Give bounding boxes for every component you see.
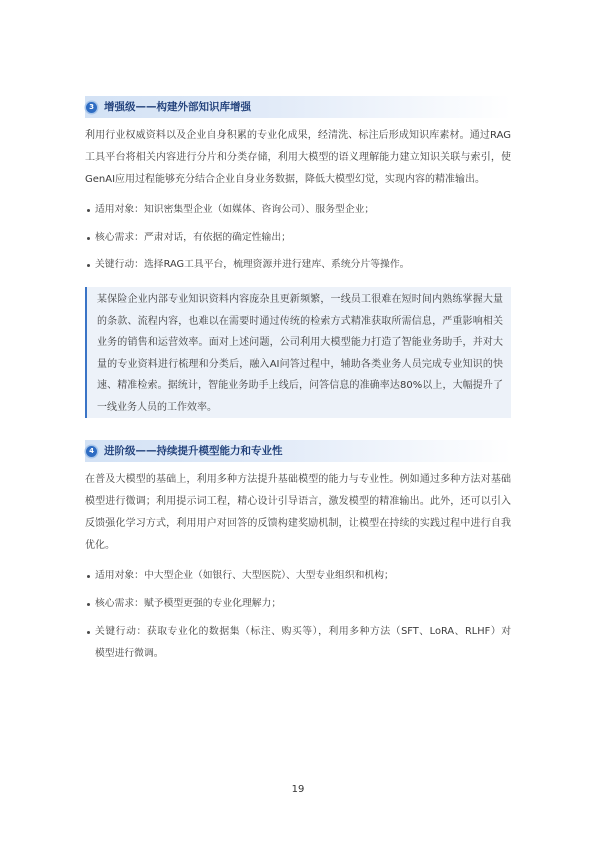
bullet-icon [87, 209, 90, 212]
section-number-badge: 4 [86, 446, 97, 457]
bullet-text: 核心需求：严肃对话，有依据的确定性输出； [95, 232, 291, 243]
paragraph-line: 在普及大模型的基础上，利用多种方法提升基础模型的能力与专业性。例如通过多种方法对基础 [85, 474, 511, 485]
bullet-item [85, 227, 511, 249]
bullet-item [85, 254, 511, 276]
bullet-icon [87, 575, 90, 578]
bullet-item [85, 593, 511, 615]
bullet-icon [87, 603, 90, 606]
bullet-icon [87, 237, 90, 240]
section-title: 进阶级——持续提升模型能力和专业性 [104, 445, 283, 457]
section-number-badge: 3 [86, 102, 97, 113]
paragraph-line: 优化。 [85, 540, 115, 551]
case-line: 业务的销售和运营效率。面对上述问题，公司利用大模型能力打造了智能业务助手，并对大 [97, 337, 503, 349]
paragraph-line: GenAI应用过程能够充分结合企业自身业务数据，降低大模型幻觉，实现内容的精准输出。 [85, 174, 486, 185]
bullet-text: 核心需求：赋予模型更强的专业化理解力； [95, 598, 282, 609]
paragraph-line: 工具平台将相关内容进行分片和分类存储，利用大模型的语义理解能力建立知识关联与索引，使 [85, 152, 511, 163]
bullet-text: 模型进行微调。 [95, 648, 164, 659]
section-header [85, 96, 511, 118]
bullet-item [85, 199, 511, 221]
case-line: 某保险企业内部专业知识资料内容庞杂且更新频繁，一线员工很难在短时间内熟练掌握大量 [97, 294, 503, 305]
bullet-icon [87, 264, 90, 267]
paragraph-line: 模型进行微调；利用提示词工程，精心设计引导语言，激发模型的精准输出。此外，还可以引入 [85, 496, 511, 507]
bullet-item [85, 621, 511, 665]
bullet-item [85, 565, 511, 587]
bullet-text: 适用对象：知识密集型企业（如媒体、咨询公司）、服务型企业； [95, 204, 375, 215]
case-line: 速、精准检索。据统计，智能业务助手上线后，问答信息的准确率达80%以上，大幅提升了 [97, 380, 503, 392]
case-study-box [85, 287, 511, 418]
paragraph-line: 利用行业权威资料以及企业自身积累的专业化成果，经清洗、标注后形成知识库素材。通过RAG [85, 130, 511, 141]
bullet-text: 关键行动：选择RAG工具平台，梳理资源并进行建库、系统分片等操作。 [95, 259, 410, 270]
bullet-text: 关键行动：获取专业化的数据集（标注、购买等），利用多种方法（SFT、LoRA、RLHF）对 [95, 626, 511, 637]
section-header [85, 440, 511, 462]
case-line: 量的专业资料进行梳理和分类后，融入AI问答过程中，辅助各类业务人员完成专业知识的快 [97, 358, 503, 370]
section-paragraph [85, 469, 511, 557]
bullet-text: 适用对象：中大型企业（如银行、大型医院）、大型专业组织和机构； [95, 570, 394, 581]
case-line: 的条款、流程内容，也难以在需要时通过传统的检索方式精准获取所需信息，严重影响相关 [97, 315, 503, 327]
page-number: 19 [291, 784, 305, 795]
bullet-icon [87, 631, 90, 634]
section-paragraph [85, 125, 511, 191]
case-line: 一线业务人员的工作效率。 [97, 401, 217, 413]
section-title: 增强级——构建外部知识库增强 [104, 101, 251, 113]
paragraph-line: 反馈强化学习方式，利用用户对回答的反馈构建奖励机制，让模型在持续的实践过程中进行自我 [85, 518, 511, 529]
